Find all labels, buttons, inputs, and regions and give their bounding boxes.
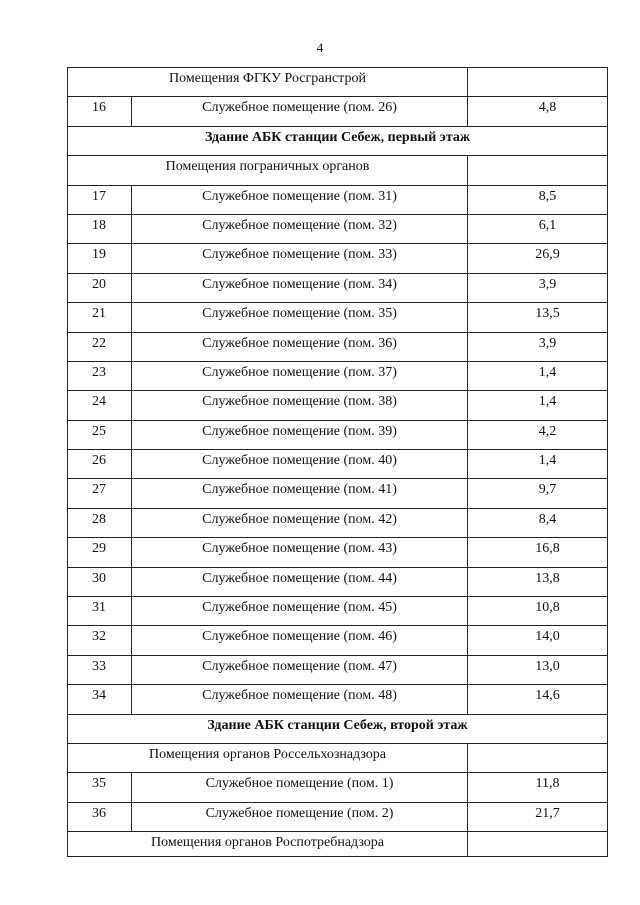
row-number: 35 [68,773,132,802]
table-row [68,567,608,596]
building-header-row [68,126,608,155]
room-area: 8,5 [468,185,608,214]
table-row [68,479,608,508]
table-row [68,597,608,626]
room-name: Служебное помещение (пом. 1) [132,773,468,802]
group-title: Помещения органов Роспотребнадзора [68,832,468,857]
table-row [68,214,608,243]
room-name: Служебное помещение (пом. 48) [132,685,468,714]
table-row [68,244,608,273]
group-header-row [68,743,608,772]
row-number: 32 [68,626,132,655]
room-name: Служебное помещение (пом. 39) [132,420,468,449]
room-area: 21,7 [468,802,608,831]
group-title: Помещения пограничных органов [68,156,468,185]
group-area-cell [468,156,608,185]
room-name: Служебное помещение (пом. 42) [132,508,468,537]
room-area: 1,4 [468,450,608,479]
room-area: 10,8 [468,597,608,626]
table-row [68,508,608,537]
row-number: 20 [68,273,132,302]
room-area: 8,4 [468,508,608,537]
row-number: 36 [68,802,132,831]
room-name: Служебное помещение (пом. 36) [132,332,468,361]
row-number: 33 [68,655,132,684]
room-name: Служебное помещение (пом. 26) [132,97,468,126]
table-row [68,185,608,214]
row-number: 18 [68,214,132,243]
group-area-cell [468,743,608,772]
row-number: 29 [68,538,132,567]
table-row [68,685,608,714]
room-area: 14,6 [468,685,608,714]
room-area: 3,9 [468,332,608,361]
group-header-row [68,156,608,185]
building-title: Здание АБК станции Себеж, первый этаж [68,126,608,155]
table-row [68,97,608,126]
room-name: Служебное помещение (пом. 41) [132,479,468,508]
group-area-cell [468,832,608,857]
table-row [68,802,608,831]
room-area: 3,9 [468,273,608,302]
room-area: 13,5 [468,303,608,332]
room-name: Служебное помещение (пом. 40) [132,450,468,479]
room-name: Служебное помещение (пом. 38) [132,391,468,420]
room-name: Служебное помещение (пом. 46) [132,626,468,655]
table-row [68,626,608,655]
rooms-table [67,67,608,857]
table-row [68,361,608,390]
building-title: Здание АБК станции Себеж, второй этаж [68,714,608,743]
table-row [68,332,608,361]
row-number: 22 [68,332,132,361]
table-row [68,655,608,684]
room-name: Служебное помещение (пом. 47) [132,655,468,684]
group-header-row [68,68,608,97]
group-title: Помещения органов Россельхознадзора [68,743,468,772]
row-number: 34 [68,685,132,714]
group-area-cell [468,68,608,97]
rooms-table-body [68,68,608,857]
room-name: Служебное помещение (пом. 37) [132,361,468,390]
row-number: 21 [68,303,132,332]
room-name: Служебное помещение (пом. 32) [132,214,468,243]
group-header-row [68,832,608,857]
row-number: 19 [68,244,132,273]
room-name: Служебное помещение (пом. 33) [132,244,468,273]
room-name: Служебное помещение (пом. 44) [132,567,468,596]
table-row [68,420,608,449]
room-name: Служебное помещение (пом. 2) [132,802,468,831]
room-area: 4,8 [468,97,608,126]
row-number: 23 [68,361,132,390]
building-header-row [68,714,608,743]
table-row [68,538,608,567]
room-name: Служебное помещение (пом. 43) [132,538,468,567]
room-area: 1,4 [468,391,608,420]
room-area: 6,1 [468,214,608,243]
row-number: 30 [68,567,132,596]
room-area: 14,0 [468,626,608,655]
row-number: 28 [68,508,132,537]
room-area: 13,8 [468,567,608,596]
room-area: 26,9 [468,244,608,273]
room-area: 13,0 [468,655,608,684]
room-area: 4,2 [468,420,608,449]
row-number: 16 [68,97,132,126]
room-area: 16,8 [468,538,608,567]
table-row [68,273,608,302]
row-number: 24 [68,391,132,420]
row-number: 17 [68,185,132,214]
row-number: 31 [68,597,132,626]
room-area: 11,8 [468,773,608,802]
table-row [68,303,608,332]
room-name: Служебное помещение (пом. 31) [132,185,468,214]
row-number: 25 [68,420,132,449]
table-row [68,773,608,802]
room-name: Служебное помещение (пом. 34) [132,273,468,302]
row-number: 27 [68,479,132,508]
room-name: Служебное помещение (пом. 35) [132,303,468,332]
group-title: Помещения ФГКУ Росгранстрой [68,68,468,97]
page-number: 4 [316,40,324,55]
table-row [68,450,608,479]
row-number: 26 [68,450,132,479]
room-name: Служебное помещение (пом. 45) [132,597,468,626]
room-area: 1,4 [468,361,608,390]
table-row [68,391,608,420]
room-area: 9,7 [468,479,608,508]
